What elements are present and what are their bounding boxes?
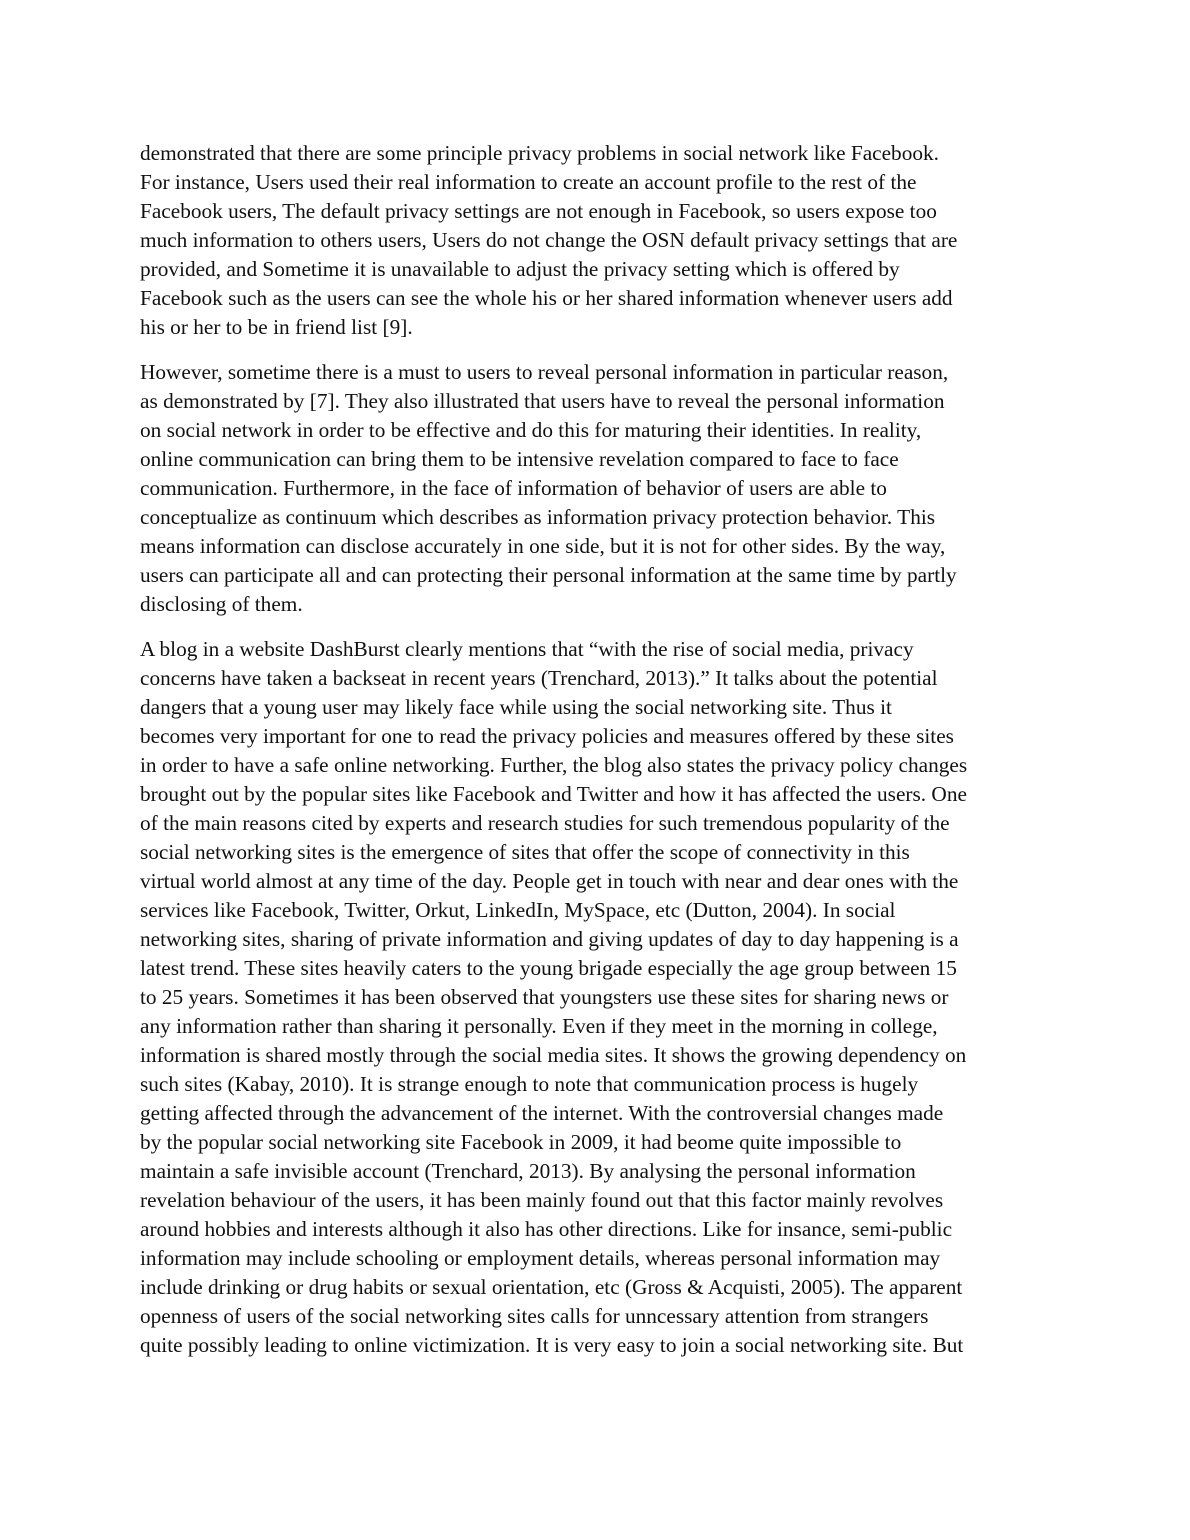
text-line: any information rather than sharing it personally. Even if they meet in the morning in college, bbox=[140, 1014, 938, 1038]
text-line: conceptualize as continuum which describes as information privacy protection behavior. This bbox=[140, 505, 936, 529]
text-line: in order to have a safe online networking. Further, the blog also states the privacy policy changes bbox=[140, 753, 968, 777]
text-line: disclosing of them. bbox=[140, 592, 303, 616]
text-line: getting affected through the advancement of the internet. With the controversial changes made bbox=[140, 1101, 944, 1125]
text-line: latest trend. These sites heavily caters to the young brigade especially the age group between 15 bbox=[140, 956, 957, 980]
text-line: information may include schooling or employment details, whereas personal information may bbox=[140, 1246, 941, 1270]
text-line: online communication can bring them to be intensive revelation compared to face to face bbox=[140, 447, 899, 471]
text-line: dangers that a young user may likely face while using the social networking site. Thus it bbox=[140, 695, 892, 719]
text-line: around hobbies and interests although it also has other directions. Like for insance, semi-public bbox=[140, 1217, 953, 1241]
text-line: For instance, Users used their real information to create an account profile to the rest of the bbox=[140, 170, 917, 194]
text-line: A blog in a website DashBurst clearly mentions that “with the rise of social media, privacy bbox=[140, 637, 914, 661]
text-line: information is shared mostly through the social media sites. It shows the growing dependency on bbox=[140, 1043, 967, 1067]
text-line: users can participate all and can protecting their personal information at the same time by partly bbox=[140, 563, 957, 587]
text-line: quite possibly leading to online victimization. It is very easy to join a social networking site. But bbox=[140, 1333, 964, 1357]
text-line: social networking sites is the emergence of sites that offer the scope of connectivity in this bbox=[140, 840, 910, 864]
text-line: to 25 years. Sometimes it has been observed that youngsters use these sites for sharing news or bbox=[140, 985, 949, 1009]
text-line: becomes very important for one to read the privacy policies and measures offered by these sites bbox=[140, 724, 954, 748]
document-page bbox=[140, 139, 1060, 1376]
text-line: his or her to be in friend list [9]. bbox=[140, 315, 413, 339]
text-line: much information to others users, Users do not change the OSN default privacy settings that are bbox=[140, 228, 958, 252]
text-line: of the main reasons cited by experts and research studies for such tremendous popularity of the bbox=[140, 811, 950, 835]
text-line: maintain a safe invisible account (Trenchard, 2013). By analysing the personal information bbox=[140, 1159, 916, 1183]
text-line: means information can disclose accurately in one side, but it is not for other sides. By the way, bbox=[140, 534, 946, 558]
text-line: on social network in order to be effective and do this for maturing their identities. In reality, bbox=[140, 418, 922, 442]
text-line: virtual world almost at any time of the day. People get in touch with near and dear ones with the bbox=[140, 869, 959, 893]
text-line: brought out by the popular sites like Facebook and Twitter and how it has affected the users. One bbox=[140, 782, 967, 806]
text-line: by the popular social networking site Facebook in 2009, it had beome quite impossible to bbox=[140, 1130, 902, 1154]
paragraph bbox=[140, 635, 1060, 1360]
text-line: such sites (Kabay, 2010). It is strange enough to note that communication process is hugely bbox=[140, 1072, 919, 1096]
text-line: Facebook users, The default privacy settings are not enough in Facebook, so users expose too bbox=[140, 199, 937, 223]
text-line: concerns have taken a backseat in recent years (Trenchard, 2013).” It talks about the potential bbox=[140, 666, 938, 690]
text-line: services like Facebook, Twitter, Orkut, LinkedIn, MySpace, etc (Dutton, 2004). In social bbox=[140, 898, 896, 922]
text-line: However, sometime there is a must to users to reveal personal information in particular reason, bbox=[140, 360, 949, 384]
text-line: as demonstrated by [7]. They also illustrated that users have to reveal the personal information bbox=[140, 389, 945, 413]
paragraph bbox=[140, 358, 1060, 619]
text-line: provided, and Sometime it is unavailable to adjust the privacy setting which is offered by bbox=[140, 257, 900, 281]
text-line: include drinking or drug habits or sexual orientation, etc (Gross & Acquisti, 2005). The apparent bbox=[140, 1275, 963, 1299]
paragraph bbox=[140, 139, 1060, 342]
text-line: Facebook such as the users can see the whole his or her shared information whenever users add bbox=[140, 286, 953, 310]
text-line: revelation behaviour of the users, it has been mainly found out that this factor mainly revolves bbox=[140, 1188, 944, 1212]
text-line: openness of users of the social networking sites calls for unncessary attention from strangers bbox=[140, 1304, 929, 1328]
text-line: demonstrated that there are some principle privacy problems in social network like Facebook. bbox=[140, 141, 939, 165]
text-line: networking sites, sharing of private information and giving updates of day to day happening is a bbox=[140, 927, 959, 951]
text-line: communication. Furthermore, in the face of information of behavior of users are able to bbox=[140, 476, 887, 500]
